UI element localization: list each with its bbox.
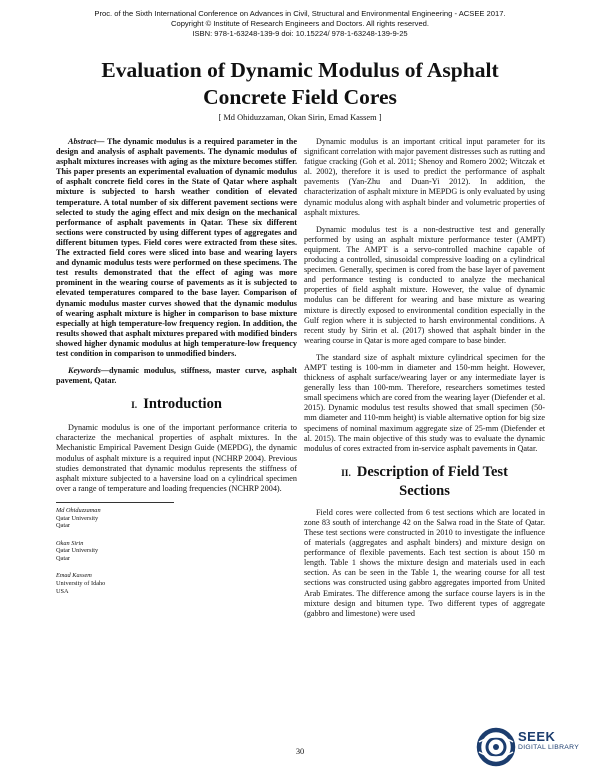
paragraph: Dynamic modulus test is a non-destructive test and generally performed by using an asphalt mixture performance tester (AMPT) equipment. The AMPT is a servo-controlled machine capable of producing a controlled, sinusoidal compressive loading on a cylindrical specimen. Generally, specimen is cored from the base layer of pavement and performance testing is conducted to analyze the mechanical properties of field asphalt mixture. However, the value of dynamic modulus can be different for wearing and base mixture as wearing mixture is directly exposed to environmental condition especially in the Gulf region where it is subjected to harsh environmental conditions. A recent study by Sirin et al. (2017) showed that asphalt binder in the wearing course in Qatar is more aged compare to base binder. [304, 224, 545, 345]
page-number: 30 [295, 747, 305, 756]
section-heading-introduction [56, 396, 297, 415]
title-line-1: Evaluation of Dynamic Modulus of Asphalt [101, 58, 499, 82]
running-header [0, 9, 600, 39]
affiliation [56, 572, 297, 595]
section-number: I. [131, 401, 138, 412]
affiliation-institution: Qatar University [56, 547, 99, 555]
logo-title: SEEK [518, 729, 556, 744]
header-proceedings: Proc. of the Sixth International Conference on Advances in Civil, Structural and Environmental Engineering - ACSEE 2017. [94, 9, 506, 18]
logo-subtitle: DIGITAL LIBRARY [518, 744, 580, 751]
section-title-line-2: Sections [399, 482, 450, 499]
keywords-label: Keywords— [68, 366, 109, 376]
left-column [56, 137, 297, 605]
affiliation-country: Qatar [56, 554, 70, 562]
affiliation [56, 540, 297, 563]
affiliation-name: Md Ohiduzzaman [56, 506, 101, 514]
right-column [304, 137, 545, 626]
abstract-text: The dynamic modulus is a required parameter in the design and analysis of asphalt pavements. The dynamic modulus of asphalt mixtures increases with aging as the mixture becomes stiffer. This paper presents an experimental evaluation of dynamic modulus of asphalt concrete field cores in the State of Qatar where asphalt mixture is subjected to harsh weather condition of elevated temperature. A total number of six different pavement sections were selected to study the aging effect and mix design on the mechanical performance of asphalt pavements in Qatar. These six different sections were constructed by using different types of aggregates and different bitumen types. Field cores were extracted from these sites. The extracted field cores were sliced into base and wearing layers and dynamic modulus tests were performed on these specimens. The test results demonstrated that the effect of aging was more prominent in the wearing course of pavements as it is subjected to elevated temperatures compared to the base layer. Comparison of dynamic modulus master curves showed that the dynamic modulus of wearing asphalt mixture is higher in comparison to base mixture especially at high temperature-low frequency region. In addition, the results showed that asphalt mixtures prepared with modified binders showed higher dynamic modulus at high temperature-low frequency test condition in comparison to unmodified binders. [56, 137, 297, 358]
logo-wordmark [518, 730, 579, 752]
paragraph: Field cores were collected from 6 test sections which are located in zone 83 south of interchange 42 on the Salwa road in the State of Qatar. These test sections were constructed in 2010 to investigate the influence of materials (aggregates and asphalt binders) and mixture design on performance of flexible pavements. Each test section is about 150 m length. Table 1 shows the mixture design and materials used in each section. As can be seen in the Table 1, the wearing course for all test sections was constructed using gabbro aggregates imported from United Arab Emirates. The difference among the surface course layers is in the mixture design and bitumen type. Two different types of aggregate (gabbro and limestone) were used [304, 507, 545, 618]
keywords [56, 366, 297, 386]
affiliation-country: Qatar [56, 522, 70, 530]
section-number: II. [341, 468, 351, 479]
paragraph: Dynamic modulus is one of the important performance criteria to characterize the mechanical properties of asphalt mixtures. In the Mechanistic Empirical Pavement Design Guide (MEPDG), the dynamic modulus of asphalt mixture is a required input (NCHRP 2004). Previous studies demonstrated that dynamic modulus represents the stiffness of asphalt mixture subjected to a haversine load on a cylindrical specimen over a range of temperature and loading frequencies (NCHRP 2004). [56, 423, 297, 493]
affiliation-name: Okan Sirin [56, 539, 84, 547]
paragraph: Dynamic modulus is an important critical input parameter for its significant correlation with major pavement distresses such as rutting and fatigue cracking (Goh et al. 2011; Shenoy and Romero 2002; Witczak et al. 2002), therefore it is used to predict the performance of asphalt pavements (Yan-Zhu and Duan-Yi 2012). In addition, the characterization of asphalt mixture in MEPDG is only evaluated by using dynamic modulus along with asphalt binder and volumetric properties of asphalt mixtures. [304, 137, 545, 217]
header-copyright: Copyright © Institute of Research Engineers and Doctors. All rights reserved. [171, 19, 429, 28]
section-title: Introduction [143, 396, 222, 413]
abstract [56, 137, 297, 359]
affiliation-institution: University of Idaho [56, 580, 106, 588]
keywords-text: dynamic modulus, stiffness, master curve, asphalt pavement, Qatar. [56, 366, 297, 386]
footnote-divider [56, 502, 174, 503]
section-heading-field-test [304, 464, 545, 500]
affiliation-name: Emad Kassem [56, 572, 92, 580]
affiliation [56, 507, 297, 530]
globe-icon [479, 730, 513, 764]
paper-title [40, 57, 560, 111]
paragraph: The standard size of asphalt mixture cylindrical specimen for the AMPT testing is 100-mm in diameter and 150-mm height. However, thickness of asphalt surface/wearing layer or any intermediate layer is generally less than 100-mm. Therefore, researchers sometimes tested small specimens which are cored from the wearing layer (Diefender et al. 2015). Dynamic modulus test results showed that small specimen (50-mm diameter and 110-mm height) is viable alternative option for big size specimens of nominal maximum aggregate size of 25-mm (Diefender et al. 2015). The main objective of this study was to evaluate the dynamic modulus of cores extracted from in-service asphalt pavements in Qatar. [304, 352, 545, 453]
header-isbn: ISBN: 978-1-63248-139-9 doi: 10.15224/ 978-1-63248-139-9-25 [192, 29, 408, 38]
author-list: [ Md Ohiduzzaman, Okan Sirin, Emad Kassem ] [218, 113, 382, 122]
abstract-label: Abstract— [68, 137, 105, 146]
affiliation-country: USA [56, 587, 69, 595]
section-title-line-1: Description of Field Test [356, 463, 508, 480]
title-line-2: Concrete Field Cores [203, 85, 397, 109]
affiliation-institution: Qatar University [56, 514, 99, 522]
